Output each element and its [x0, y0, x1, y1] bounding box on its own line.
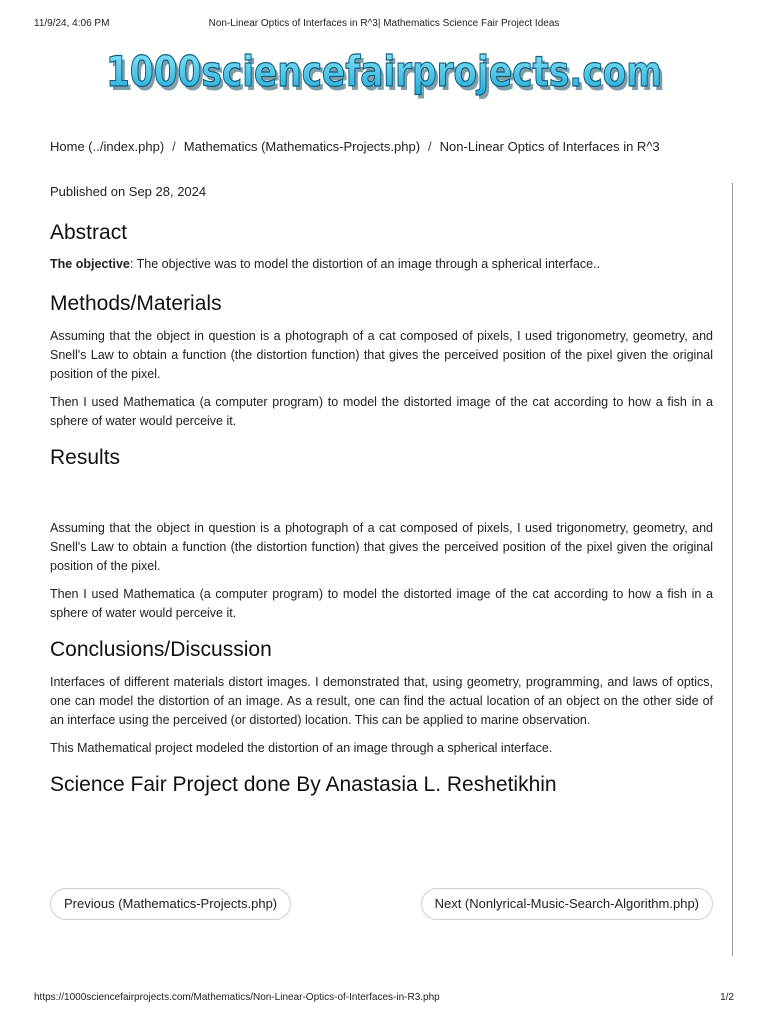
site-logo[interactable] [0, 44, 768, 104]
results-spacer [50, 481, 713, 519]
results-paragraph: Assuming that the object in question is a photograph of a cat composed of pixels, I used trigonometry, geometry, and Snell's Law to obtain a function (the distortion function) that gives the perceived position of the pixel given the original position of the pixel. [50, 521, 713, 573]
svg-text:1000sciencefairprojects.com: 1000sciencefairprojects.com [109, 51, 665, 100]
conclusions-section [50, 637, 713, 758]
objective-paragraph [50, 255, 713, 274]
results-section [50, 445, 713, 623]
content-divider [732, 183, 733, 956]
methods-heading: Methods/Materials [50, 292, 222, 315]
abstract-heading: Abstract [50, 221, 128, 244]
article [50, 183, 713, 798]
methods-paragraph: Assuming that the object in question is a photograph of a cat composed of pixels, I used trigonometry, geometry, and Snell's Law to obtain a function (the distortion function) that gives the perceived position of the pixel given the original position of the pixel. [50, 329, 713, 381]
svg-text:1000sciencefairprojects.com: 1000sciencefairprojects.com [106, 47, 662, 96]
print-datetime: 11/9/24, 4:06 PM [34, 18, 110, 29]
objective-text: : The objective was to model the distortion of an image through a spherical interface.. [129, 257, 601, 271]
conclusions-heading: Conclusions/Discussion [50, 638, 272, 661]
breadcrumb-current: Non-Linear Optics of Interfaces in R^3 [439, 139, 660, 154]
breadcrumb [50, 139, 660, 154]
results-paragraph: Then I used Mathematica (a computer program) to model the distorted image of the cat according to how a fish in a sphere of water would perceive it. [50, 587, 713, 620]
previous-button[interactable]: Previous (Mathematics-Projects.php) [50, 888, 291, 920]
print-page-number: 1/2 [720, 992, 734, 1003]
next-button[interactable]: Next (Nonlyrical-Music-Search-Algorithm.php) [421, 888, 713, 920]
objective-label: The objective [50, 257, 130, 271]
breadcrumb-mathematics-link[interactable]: Mathematics (Mathematics-Projects.php) [183, 139, 421, 154]
methods-section [50, 291, 713, 431]
print-footer [34, 992, 734, 1003]
conclusions-paragraph: Interfaces of different materials distort images. I demonstrated that, using geometry, programming, and laws of optics, one can model the distortion of an image. As a result, one can find the actual location of an object on the other side of an interface using the perceived (or distorted) location. This can be applied to marine observation. [50, 675, 713, 727]
breadcrumb-separator: / [172, 139, 176, 154]
print-header [34, 18, 734, 32]
print-page-title: Non-Linear Optics of Interfaces in R^3| Mathematics Science Fair Project Ideas [208, 18, 560, 29]
site-logo-image [99, 44, 669, 104]
published-date: Published on Sep 28, 2024 [50, 184, 207, 199]
breadcrumb-home-link[interactable]: Home (../index.php) [50, 139, 165, 154]
author-byline: Science Fair Project done By Anastasia L. Reshetikhin [50, 773, 557, 796]
abstract-section [50, 220, 713, 274]
results-heading: Results [50, 446, 121, 469]
conclusions-paragraph: This Mathematical project modeled the distortion of an image through a spherical interface. [50, 741, 553, 755]
breadcrumb-separator: / [428, 139, 432, 154]
print-url: https://1000sciencefairprojects.com/Mathematics/Non-Linear-Optics-of-Interfaces-in-R3.php [34, 992, 440, 1003]
methods-paragraph: Then I used Mathematica (a computer program) to model the distorted image of the cat according to how a fish in a sphere of water would perceive it. [50, 395, 713, 428]
